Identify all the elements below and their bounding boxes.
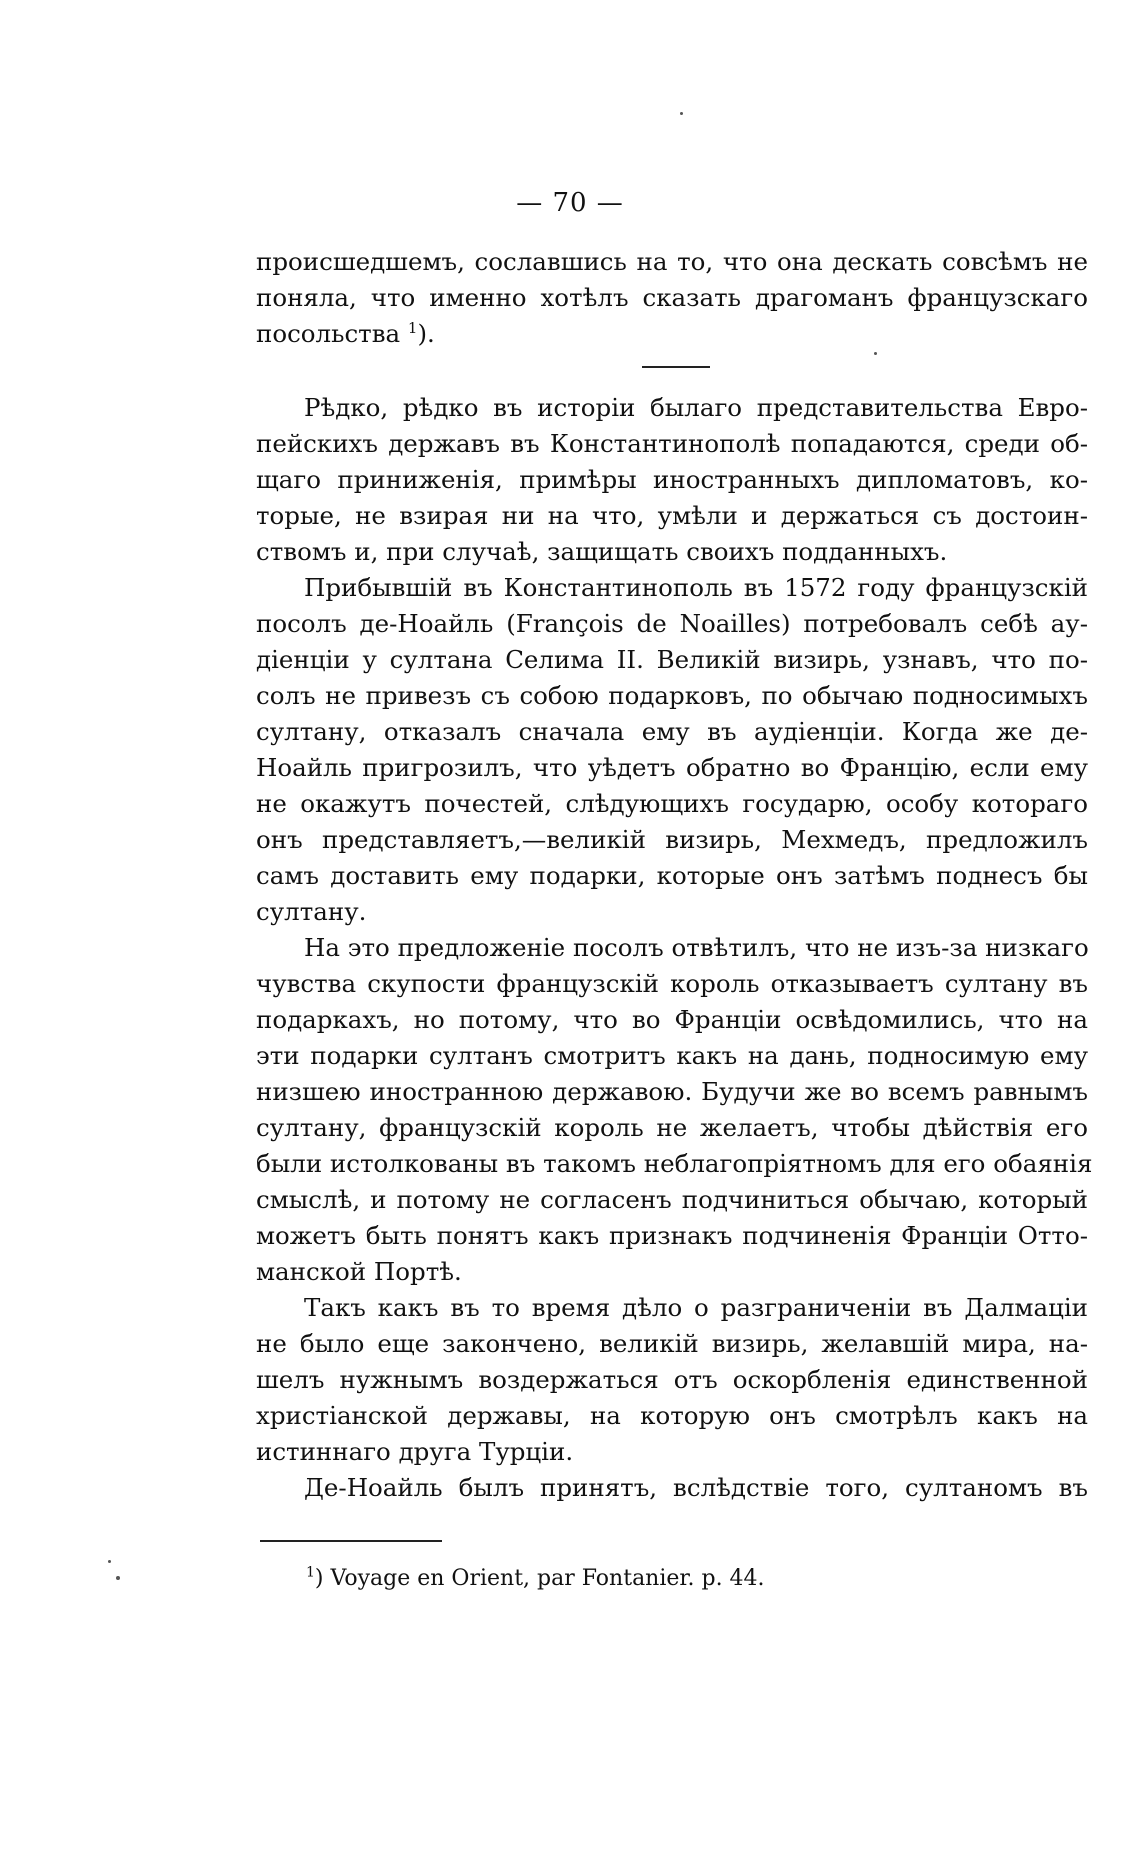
text-line: смыслѣ, и потому не согласенъ подчиниться обычаю, который: [256, 1185, 1088, 1214]
text-line: самъ доставить ему подарки, которые онъ затѣмъ поднесъ бы: [256, 861, 1088, 890]
paragraph-1: [256, 390, 1088, 570]
text-line: ствомъ и, при случаѣ, защищать своихъ подданныхъ.: [256, 537, 948, 566]
text-line: христіанской державы, на которую онъ смотрѣлъ какъ на: [256, 1401, 1088, 1430]
paragraph-4: [256, 1290, 1088, 1470]
text-line: солъ не привезъ съ собою подарковъ, по обычаю подносимыхъ: [256, 681, 1088, 710]
text-line: діенціи у султана Селима II. Великій визирь, узнавъ, что по-: [256, 645, 1088, 674]
footnote-text: ) Voyage en Orient, par Fontanier. p. 44.: [314, 1566, 765, 1591]
footnote-divider: [260, 1540, 442, 1542]
text-line: щаго приниженія, примѣры иностранныхъ дипломатовъ, ко-: [256, 465, 1088, 494]
paragraph-5: [256, 1470, 1088, 1506]
text-line: Де-Ноайль былъ принятъ, вслѣдствіе того, султаномъ въ: [304, 1473, 1088, 1502]
scan-speck: [680, 112, 683, 115]
scan-speck: [116, 1576, 120, 1580]
text-line: Ноайль пригрозилъ, что уѣдетъ обратно во Францію, если ему: [256, 753, 1088, 782]
text-line: Прибывшій въ Константинополь въ 1572 году французскій: [304, 573, 1088, 602]
page-number: — 70 —: [516, 188, 624, 218]
text-line: онъ представляетъ,—великій визирь, Мехмедъ, предложилъ: [256, 825, 1088, 854]
text-line: истиннаго друга Турціи.: [256, 1437, 574, 1466]
text-line: манской Портѣ.: [256, 1257, 462, 1286]
text-line: происшедшемъ, сославшись на то, что она дескать совсѣмъ не: [256, 247, 1088, 276]
footnote: [306, 1564, 765, 1594]
text-line-fragment: ).: [417, 319, 435, 348]
text-line: Такъ какъ въ то время дѣло о разграниченіи въ Далмаціи: [304, 1293, 1088, 1322]
text-line-fragment: посольства: [256, 319, 408, 348]
text-line: посолъ де-Ноайль (François de Noailles) потребовалъ себѣ ау-: [256, 609, 1088, 638]
body-text: [256, 390, 1093, 1506]
text-line: подаркахъ, но потому, что во Франціи освѣдомились, что на: [256, 1005, 1088, 1034]
text-line: чувства скупости французскій король отказываетъ султану въ: [256, 969, 1088, 998]
continuation-text: [256, 244, 1088, 352]
text-line: низшею иностранною державою. Будучи же во всемъ равнымъ: [256, 1077, 1088, 1106]
footnote-mark: 1: [306, 1564, 315, 1581]
footnote-reference: 1: [407, 318, 418, 337]
text-line: На это предложеніе посолъ отвѣтилъ, что не изъ-за низкаго: [304, 933, 1089, 962]
text-line: пейскихъ державъ въ Константинополѣ попадаются, среди об-: [256, 429, 1088, 458]
text-line: султану, французскій король не желаетъ, чтобы дѣйствія его: [256, 1113, 1088, 1142]
text-line: были истолкованы въ такомъ неблагопріятномъ для его обаянія: [256, 1149, 1093, 1178]
text-line: торые, не взирая ни на что, умѣли и держаться съ достоин-: [256, 501, 1088, 530]
text-line: можетъ быть понятъ какъ признакъ подчиненія Франціи Отто-: [256, 1221, 1088, 1250]
scan-speck: [108, 1560, 111, 1563]
text-line: не было еще закончено, великій визирь, желавшій мира, на-: [256, 1329, 1088, 1358]
text-line-last: [256, 316, 1088, 352]
section-divider: [642, 366, 710, 368]
text-line: эти подарки султанъ смотритъ какъ на дань, подносимую ему: [256, 1041, 1088, 1070]
text-line: поняла, что именно хотѣлъ сказать драгоманъ французскаго: [256, 283, 1088, 312]
text-line: султану, отказалъ сначала ему въ аудіенціи. Когда же де-: [256, 717, 1088, 746]
scan-speck: [874, 352, 877, 355]
text-line: Рѣдко, рѣдко въ исторіи былаго представительства Евро-: [304, 393, 1088, 422]
text-line: шелъ нужнымъ воздержаться отъ оскорбленія единственной: [256, 1365, 1088, 1394]
text-line: султану.: [256, 897, 367, 926]
paragraph-continuation: [256, 244, 1088, 352]
text-line: не окажутъ почестей, слѣдующихъ государю, особу котораго: [256, 789, 1088, 818]
paragraph-2: [256, 570, 1088, 930]
paragraph-3: [256, 930, 1093, 1290]
